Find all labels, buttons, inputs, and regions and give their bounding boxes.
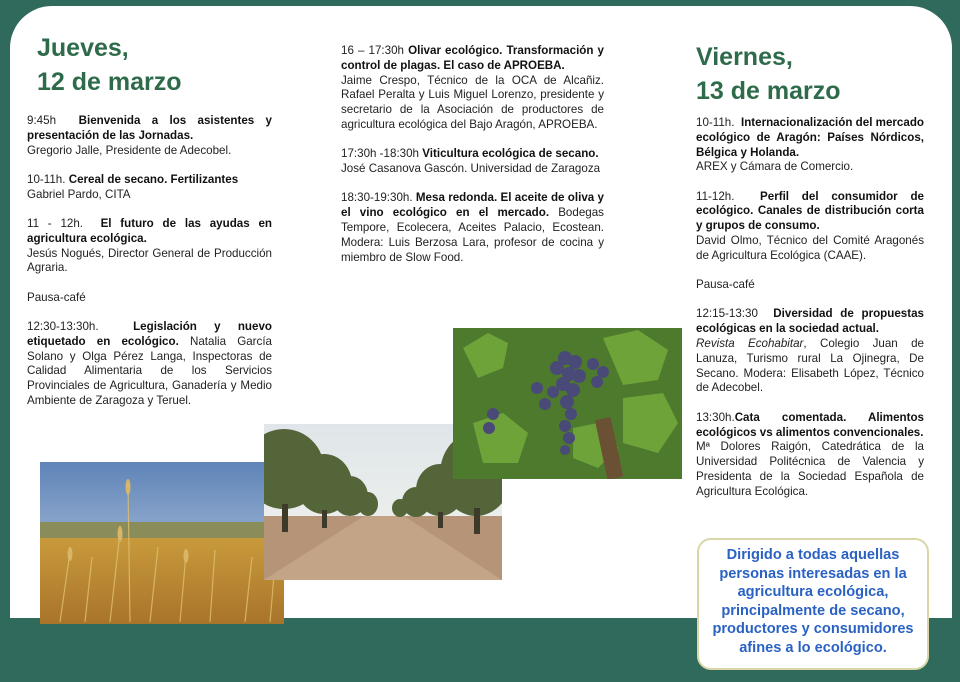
schedule-item <box>696 190 924 264</box>
item-detail: Jesús Nogués, Director General de Producción Agraria. <box>27 246 272 275</box>
friday-title-line1: Viernes, <box>696 43 793 71</box>
schedule-item <box>696 307 924 396</box>
grapevine-photo <box>453 328 682 479</box>
item-title: Legislación y nuevo etiquetado en ecológico. <box>27 319 272 348</box>
item-time: 16 – 17:30h <box>341 44 404 57</box>
item-time: 17:30h -18:30h <box>341 147 420 161</box>
schedule-item <box>27 217 272 276</box>
audience-note-text: Dirigido a todas aquellas personas interesadas en la agricultura ecológica, principalmente de secano, productores y consumidores afines a lo ecológico. <box>712 547 914 656</box>
thursday-schedule <box>27 114 272 423</box>
item-detail-italic: Revista Ecohabitar <box>696 337 804 351</box>
item-title: Internacionalización del mercado ecológico de Aragón: Países Nórdicos, Bélgica y Holanda. <box>696 116 924 159</box>
item-title: Viticultura ecológica de secano. <box>422 147 599 161</box>
item-detail: David Olmo, Técnico del Comité Aragonés de Agricultura Ecológica (CAAE). <box>696 234 924 262</box>
item-title: Cereal de secano. Fertilizantes <box>68 172 239 186</box>
item-detail: José Casanova Gascón. Universidad de Zaragoza <box>341 162 601 176</box>
schedule-item <box>27 173 272 203</box>
item-detail: Jaime Crespo, Técnico de la OCA de Alcañiz. Rafael Peralta y Luis Miguel Lorenzo, presidente y secretario de la Asociación de productores de agricultura ecológica del Bajo Aragón, APROEBA. <box>341 73 604 131</box>
schedule-item <box>696 116 924 175</box>
item-title: Diversidad de propuestas ecológicas en la sociedad actual. <box>696 307 924 336</box>
item-time: 12:15-13:30 <box>696 307 758 321</box>
schedule-break <box>27 291 272 306</box>
schedule-item <box>341 191 604 265</box>
thursday-title-line2: 12 de marzo <box>37 68 182 96</box>
friday-title <box>696 40 841 108</box>
break-label: Pausa-café <box>696 278 755 292</box>
item-time: 10-11h. <box>27 172 66 186</box>
item-time: 12:30-13:30h. <box>27 319 99 333</box>
afternoon-schedule <box>341 44 604 280</box>
thursday-title <box>37 31 182 99</box>
item-time: 11-12h. <box>696 189 735 203</box>
item-detail: AREX y Cámara de Comercio. <box>696 160 854 174</box>
item-time: 11 - 12h. <box>27 216 84 230</box>
schedule-item <box>341 44 604 133</box>
item-time: 10-11h. <box>696 116 735 129</box>
item-detail: Bodegas Tempore, Ecolecera, Aceites Palacio, Ecostean. Modera: Luis Berzosa Lara, profesor de cocina y miembro de Slow Food. <box>341 206 604 264</box>
item-time: 13:30h. <box>696 410 735 424</box>
schedule-item <box>696 411 924 500</box>
schedule-item <box>27 320 272 409</box>
schedule-item <box>341 147 604 177</box>
item-detail: Gregorio Jalle, Presidente de Adecobel. <box>27 143 232 157</box>
break-label: Pausa-café <box>27 290 86 304</box>
item-title: El futuro de las ayudas en agricultura ecológica. <box>27 216 272 245</box>
thursday-title-line1: Jueves, <box>37 34 129 62</box>
item-title: Cata comentada. Alimentos ecológicos vs alimentos convencionales. <box>696 410 924 439</box>
item-title: Olivar ecológico. Transformación y control de plagas. El caso de APROEBA. <box>341 44 604 72</box>
item-detail: Mª Dolores Raigón, Catedrática de la Universidad Politécnica de Valencia y Presidenta de la Sociedad Española de Agricultura Ecológica. <box>696 440 924 498</box>
item-title: Perfil del consumidor de ecológico. Canales de distribución corta y grupos de consumo. <box>696 189 924 233</box>
wheat-field-photo <box>40 462 284 624</box>
item-detail: Natalia García Solano y Olga Pérez Langa, Inspectoras de Calidad Alimentaria de los Servicios Provinciales de Agricultura, Ganadería y Medio Ambiente de Zaragoza y Teruel. <box>27 334 272 407</box>
friday-schedule <box>696 116 924 514</box>
audience-note <box>697 538 929 670</box>
item-detail: , Colegio Juan de Lanuza, Turismo rural La Ojinegra, De Secano. Modera: Elisabeth López, Técnico de Adecobel. <box>696 337 924 395</box>
item-title: Mesa redonda. El aceite de oliva y el vino ecológico en el mercado. <box>341 191 604 220</box>
schedule-break <box>696 278 924 293</box>
item-time: 18:30-19:30h. <box>341 191 413 205</box>
item-detail: Gabriel Pardo, CITA <box>27 187 131 201</box>
schedule-item <box>27 114 272 158</box>
friday-title-line2: 13 de marzo <box>696 77 841 105</box>
item-time: 9:45h <box>27 114 57 127</box>
item-title: Bienvenida a los asistentes y presentación de las Jornadas. <box>27 114 272 142</box>
